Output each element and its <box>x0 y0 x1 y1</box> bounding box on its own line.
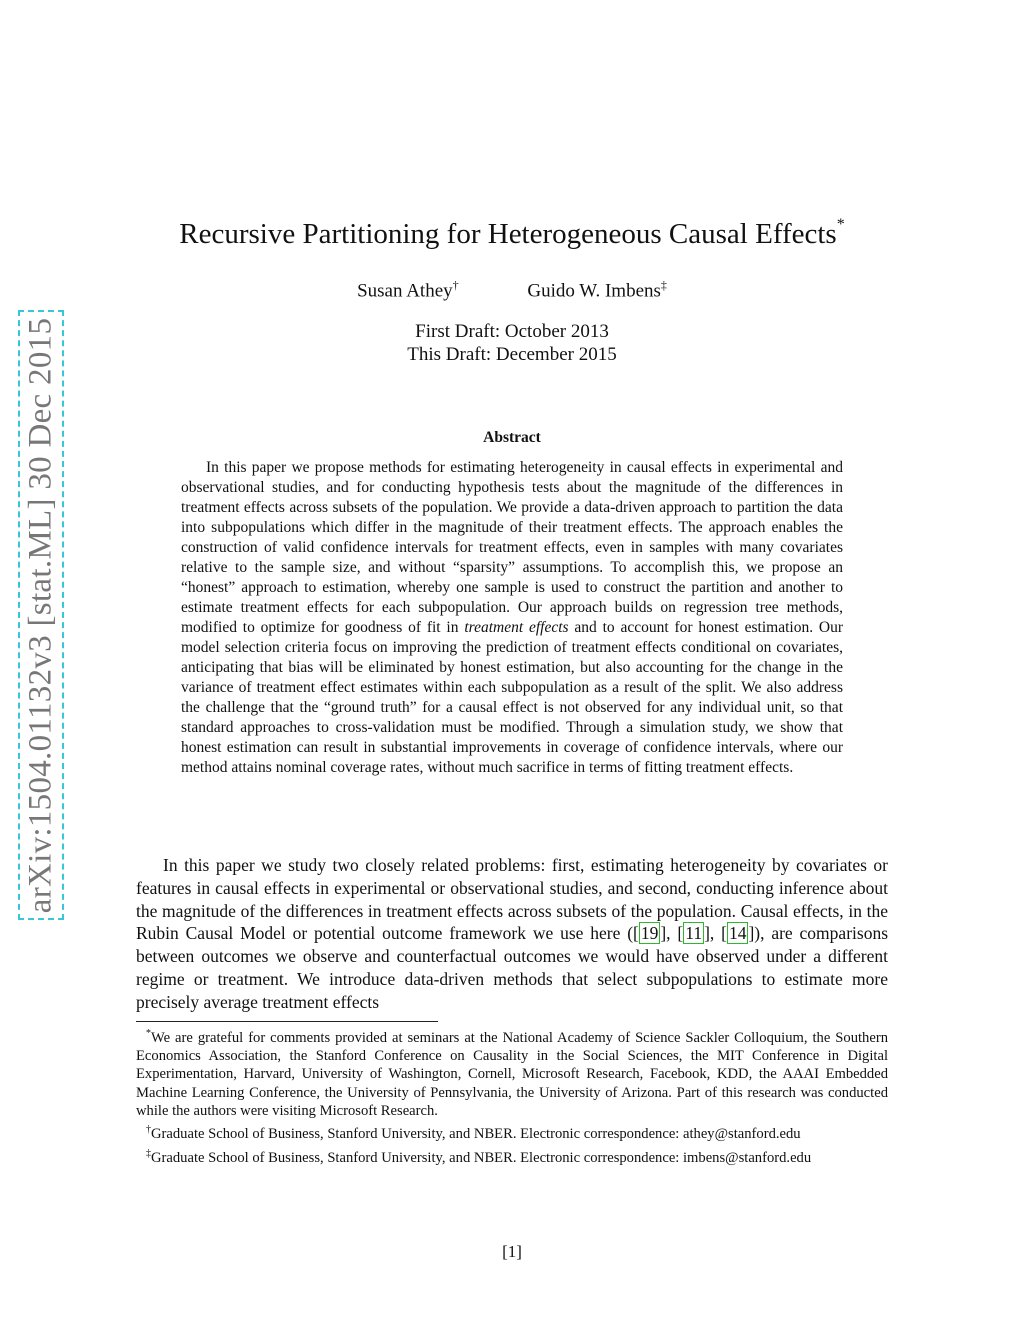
author-athey <box>357 278 459 302</box>
introduction-paragraph <box>136 854 888 1014</box>
abstract-heading: Abstract <box>483 429 541 446</box>
body-text-sep: ], [ <box>660 923 684 944</box>
arxiv-stamp-text: arXiv:1504.01132v3 [stat.ML] 30 Dec 2015 <box>22 317 59 913</box>
footnote <box>136 1145 888 1167</box>
first-draft-date: First Draft: October 2013 <box>415 321 609 342</box>
author-imbens <box>527 278 667 302</box>
abstract-body <box>181 458 843 778</box>
page-number: [1] <box>502 1242 522 1261</box>
draft-dates <box>0 320 1024 366</box>
footnote-divider <box>136 1021 438 1022</box>
body-text-part-2: ]), are comparisons between outcomes we observe and counterfactual outcomes we would have observed under a different regime or treatment. We introduce data-driven methods that select subpopulations to estimate more precisely average treatment effects <box>136 923 888 1012</box>
abstract-text-part-2: and to account for honest estimation. Our model selection criteria focus on improving the prediction of treatment effects conditional on covariates, anticipating that bias will be eliminated by honest estimation, but also accounting for the change in the variance of treatment effect estimates within each subpopulation as a result of the split. We also address the challenge that the “ground truth” for a causal effect is not observed for any individual unit, so that standard approaches to cross-validation must be modified. Through a simulation study, we show that honest estimation can result in substantial improvements in coverage of confidence intervals, where our method attains nominal coverage rates, without much sacrifice in terms of fitting treatment effects. <box>181 619 844 776</box>
title-footnote-mark: * <box>836 216 845 233</box>
paper-title <box>0 218 1024 251</box>
footnote-mark: † <box>146 1124 151 1136</box>
author-list <box>0 278 1024 302</box>
body-text-sep: ], [ <box>704 923 727 944</box>
footnote-text: Graduate School of Business, Stanford University, and NBER. Electronic correspondence: imbens@stanford.edu <box>151 1149 812 1166</box>
author-name: Guido W. Imbens <box>527 280 661 302</box>
footnote-mark: ‡ <box>146 1147 151 1159</box>
arxiv-stamp <box>18 310 64 920</box>
footnote-text: Graduate School of Business, Stanford University, and NBER. Electronic correspondence: athey@stanford.edu <box>151 1126 801 1143</box>
author-name: Susan Athey <box>357 280 453 302</box>
paper-title-text: Recursive Partitioning for Heterogeneous Causal Effects <box>179 218 837 250</box>
footnote <box>136 1025 888 1120</box>
citation-link[interactable]: 14 <box>728 923 747 944</box>
footnote-text: We are grateful for comments provided at seminars at the National Academy of Science Sackler Colloquium, the Southern Economics Association, the Stanford Conference on Causality in the Social Sciences, the MIT Conference in Digital Experimentation, Harvard, University of Washington, Cornell, Microsoft Research, Facebook, KDD, the AAAI Embedded Machine Learning Conference, the University of Pennsylvania, the University of Arizona. Part of this research was conducted while the authors were visiting Microsoft Research. <box>136 1029 888 1120</box>
abstract-text-part-1: In this paper we propose methods for estimating heterogeneity in causal effects in experimental and observational studies, and for conducting hypothesis tests about the magnitude of the differences in treatment effects across subsets of the population. We provide a data-driven approach to partition the data into subpopulations which differ in the magnitude of their treatment effects. The approach enables the construction of valid confidence intervals for treatment effects, even in samples with many covariates relative to the sample size, and without “sparsity” assumptions. To accomplish this, we propose an “honest” approach to estimation, whereby one sample is used to construct the partition and another to estimate treatment effects for each subpopulation. Our approach builds on regression tree methods, modified to optimize for goodness of fit in <box>181 459 843 636</box>
author-footnote-mark: ‡ <box>660 278 667 292</box>
footnote <box>136 1121 888 1143</box>
footnote-mark: * <box>146 1028 151 1039</box>
this-draft-date: This Draft: December 2015 <box>407 344 617 365</box>
body-text-part-1: In this paper we study two closely related problems: first, estimating heterogeneity by covariates or features in causal effects in experimental or observational studies, and second, conducting inference about the magnitude of the differences in treatment effects across subsets of the population. Causal effects, in the Rubin Causal Model or potential outcome framework we use here ([ <box>136 855 888 944</box>
citation-link[interactable]: 11 <box>685 923 703 944</box>
citation-link[interactable]: 19 <box>640 923 659 944</box>
abstract-italic-phrase: treatment effects <box>464 619 569 636</box>
footnotes <box>136 1025 888 1168</box>
author-footnote-mark: † <box>452 278 459 292</box>
